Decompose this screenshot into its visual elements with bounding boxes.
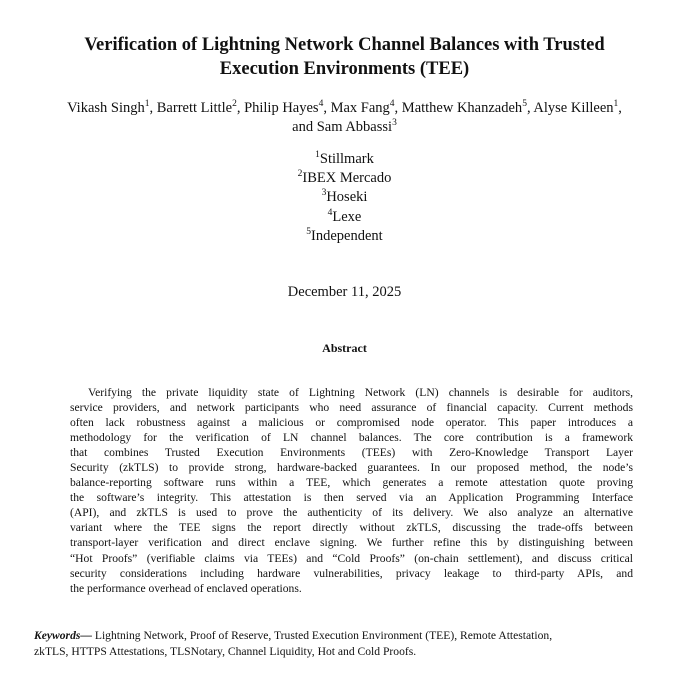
- author-separator: ,: [323, 100, 331, 116]
- affiliation-list: [0, 150, 689, 246]
- author-line-1: [20, 99, 669, 118]
- author-affiliation-mark: 5: [522, 99, 527, 110]
- keywords-text: Lightning Network, Proof of Reserve, Trusted Execution Environment (TEE), Remote Attestation,: [91, 629, 553, 642]
- affiliation-number: 2: [297, 169, 303, 180]
- author-name: Alyse Killeen: [533, 100, 614, 116]
- author-affiliation-mark: 2: [232, 99, 237, 110]
- author-line-2: [20, 118, 669, 137]
- affiliation-name: Independent: [311, 227, 383, 244]
- keywords-section: [34, 628, 639, 659]
- author-separator: ,: [394, 100, 402, 116]
- title-line-2: Execution Environments (TEE): [219, 59, 470, 79]
- affiliation-name: Lexe: [332, 208, 362, 225]
- abstract-line: Security (zkTLS) to provide strong, hardware-backed guarantees. In our proposed method, the node’s: [70, 461, 633, 475]
- author-name: Philip Hayes: [244, 100, 319, 116]
- abstract-line: often lack robustness against a malicious or compromised node operator. This paper introduces a: [70, 416, 633, 430]
- paper-title: [40, 33, 649, 81]
- affiliation-item: [0, 169, 689, 188]
- abstract-line: that combines Trusted Execution Environments (TEEs) with Zero-Knowledge Transport Layer: [70, 446, 633, 460]
- abstract-line: (API), and zkTLS is used to prove the authenticity of its delivery. We also analyze an alternative: [70, 506, 633, 520]
- affiliation-item: [0, 188, 689, 207]
- abstract-body: [70, 385, 633, 596]
- keywords-line-2: zkTLS, HTTPS Attestations, TLSNotary, Channel Liquidity, Hot and Cold Proofs.: [34, 644, 417, 658]
- keywords-line-1: [34, 628, 639, 644]
- abstract-line: “Hot Proofs” (verifiable claims via TEEs) and “Cold Proofs” (on-chain settlement), and discuss critical: [70, 551, 633, 565]
- author-affiliation-mark: 1: [613, 99, 619, 110]
- keywords-label: Keywords—: [34, 629, 92, 642]
- affiliation-number: 5: [306, 226, 312, 237]
- abstract-line: variant where the TEE signs the report directly without zkTLS, discussing the trade-offs between: [70, 521, 633, 535]
- author-name: Matthew Khanzadeh: [401, 100, 523, 116]
- affiliation-name: Hoseki: [326, 189, 368, 206]
- abstract-heading: Abstract: [322, 341, 367, 355]
- abstract-line: service providers, and network participants who need assurance of financial capacity. Current methods: [70, 401, 633, 415]
- author-name: Barrett Little: [156, 100, 233, 116]
- author-name: Vikash Singh: [67, 100, 145, 116]
- abstract-line: the software’s integrity. This attestation is then served via an Application Programming Interface: [70, 491, 633, 505]
- abstract-line: transport-layer verification and direct enclave signing. We further refine this by distinguishing between: [70, 536, 633, 550]
- author-conjunction: and: [292, 119, 317, 135]
- affiliation-number: 4: [327, 207, 333, 218]
- abstract-line: balance-reporting software runs within a TEE, which generates a remote attestation quote proving: [70, 476, 633, 490]
- abstract-line: the performance overhead of enclaved operations.: [70, 581, 302, 595]
- author-affiliation-mark: 4: [318, 99, 324, 110]
- author-name: Max Fang: [330, 100, 390, 116]
- affiliation-item: [0, 150, 689, 169]
- publication-date: December 11, 2025: [287, 284, 402, 300]
- affiliation-item: [0, 227, 689, 246]
- affiliation-item: [0, 208, 689, 227]
- author-separator: ,: [618, 100, 622, 116]
- abstract-line: methodology for the verification of LN channel balances. The core contribution is a framework: [70, 431, 633, 445]
- author-name: Sam Abbassi: [316, 119, 393, 135]
- abstract-line: Verifying the private liquidity state of Lightning Network (LN) channels is desirable for auditors,: [88, 386, 633, 399]
- author-affiliation-mark: 4: [389, 99, 395, 110]
- author-list: [20, 99, 669, 137]
- author-separator: ,: [236, 100, 245, 116]
- title-line-1: Verification of Lightning Network Channel Balances with Trusted: [84, 35, 605, 55]
- author-separator: ,: [149, 100, 157, 116]
- author-affiliation-mark: 1: [144, 99, 150, 110]
- affiliation-name: IBEX Mercado: [302, 170, 392, 187]
- author-affiliation-mark: 3: [392, 118, 397, 129]
- affiliation-number: 1: [315, 150, 320, 161]
- affiliation-name: Stillmark: [319, 151, 374, 167]
- affiliation-number: 3: [321, 188, 327, 199]
- author-separator: ,: [526, 100, 534, 116]
- abstract-line: security considerations including hardware vulnerabilities, privacy leakage to third-party APIs, and: [70, 566, 633, 580]
